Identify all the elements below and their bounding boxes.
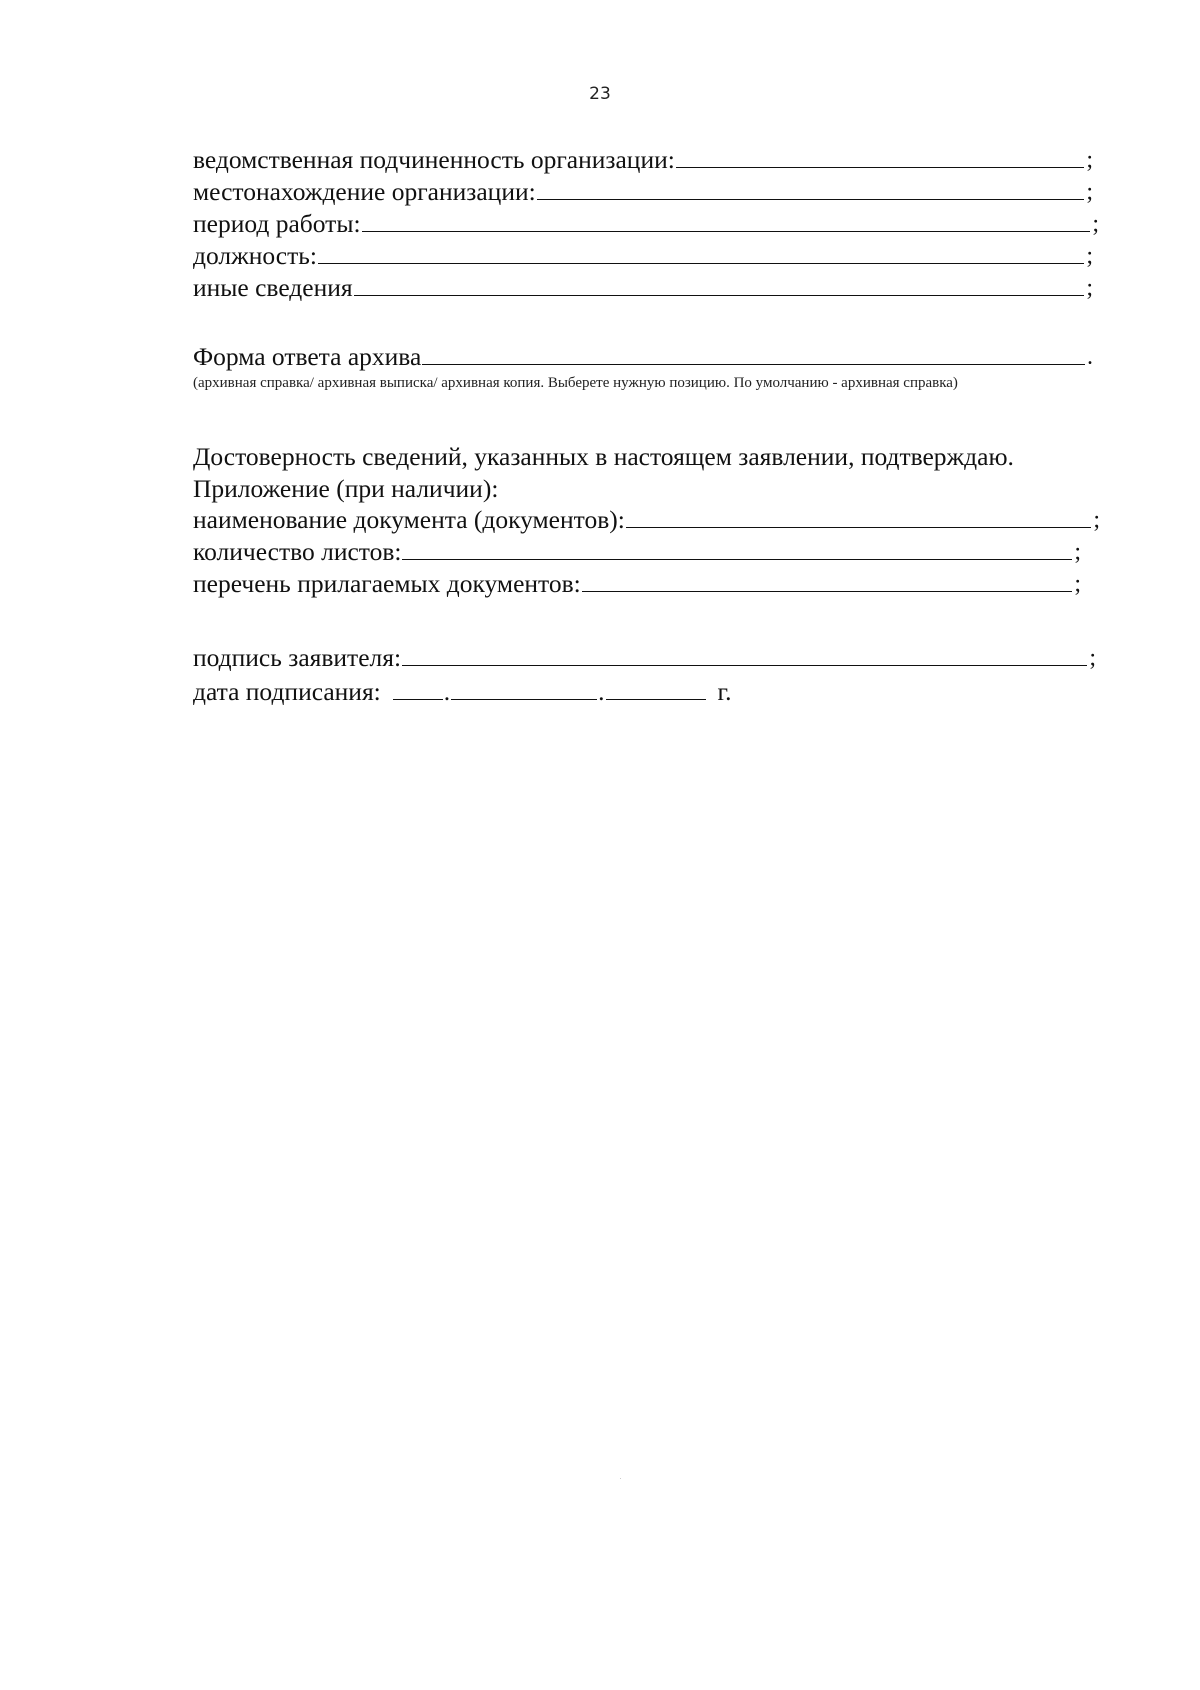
field-terminator: ; bbox=[1074, 571, 1081, 597]
field-sheet-count[interactable] bbox=[193, 532, 1081, 564]
fill-in-blank[interactable] bbox=[318, 262, 1084, 264]
fill-in-blank[interactable] bbox=[676, 166, 1084, 168]
field-position[interactable] bbox=[193, 236, 1093, 268]
field-label: количество листов: bbox=[193, 536, 402, 566]
field-organization-location[interactable] bbox=[193, 172, 1093, 204]
field-archive-response-form[interactable] bbox=[193, 337, 1093, 369]
field-terminator: ; bbox=[1086, 147, 1093, 173]
field-label: наименование документа (документов): bbox=[193, 504, 625, 534]
field-terminator: ; bbox=[1086, 243, 1093, 269]
field-document-name[interactable] bbox=[193, 500, 1100, 532]
field-terminator: ; bbox=[1089, 645, 1096, 671]
field-terminator: ; bbox=[1086, 275, 1093, 301]
field-signing-date[interactable] bbox=[193, 672, 731, 704]
fill-in-blank[interactable] bbox=[422, 363, 1085, 365]
field-attached-documents-list[interactable] bbox=[193, 564, 1081, 596]
field-terminator: ; bbox=[1092, 211, 1099, 237]
field-label: перечень прилагаемых документов: bbox=[193, 568, 581, 598]
fill-in-blank[interactable] bbox=[354, 294, 1085, 296]
field-terminator: . bbox=[1087, 344, 1093, 370]
date-separator: . bbox=[443, 676, 451, 706]
field-other-info[interactable] bbox=[193, 268, 1093, 300]
response-form-hint: (архивная справка/ архивная выписка/ архивная копия. Выберете нужную позицию. По умолчанию - архивная справка) bbox=[193, 375, 958, 391]
year-suffix: г. bbox=[717, 676, 732, 706]
fill-in-blank[interactable] bbox=[402, 558, 1072, 560]
field-label: местонахождение организации: bbox=[193, 176, 536, 206]
date-month-blank[interactable] bbox=[451, 698, 597, 700]
scan-artifact bbox=[620, 1478, 621, 1479]
field-label: иные сведения bbox=[193, 272, 353, 302]
field-terminator: ; bbox=[1093, 507, 1100, 533]
field-label: Форма ответа архива bbox=[193, 341, 422, 371]
field-label: ведомственная подчиненность организации: bbox=[193, 144, 675, 174]
fill-in-blank[interactable] bbox=[626, 526, 1092, 528]
field-terminator: ; bbox=[1074, 539, 1081, 565]
field-label: период работы: bbox=[193, 208, 361, 238]
date-separator: . bbox=[598, 676, 605, 706]
confirmation-statement: Достоверность сведений, указанных в настоящем заявлении, подтверждаю. bbox=[193, 442, 1014, 471]
field-label: должность: bbox=[193, 240, 317, 270]
field-terminator: ; bbox=[1086, 179, 1093, 205]
field-department-subordination[interactable] bbox=[193, 140, 1093, 172]
fill-in-blank[interactable] bbox=[362, 230, 1091, 232]
attachment-heading: Приложение (при наличии): bbox=[193, 474, 499, 503]
date-year-blank[interactable] bbox=[606, 698, 706, 700]
field-applicant-signature[interactable] bbox=[193, 638, 1096, 670]
field-work-period[interactable] bbox=[193, 204, 1099, 236]
date-day-blank[interactable] bbox=[393, 698, 443, 700]
field-label: подпись заявителя: bbox=[193, 642, 402, 672]
fill-in-blank[interactable] bbox=[537, 198, 1085, 200]
fill-in-blank[interactable] bbox=[402, 664, 1087, 666]
field-label: дата подписания: bbox=[193, 676, 381, 706]
page-number: 23 bbox=[589, 84, 611, 104]
fill-in-blank[interactable] bbox=[582, 590, 1073, 592]
